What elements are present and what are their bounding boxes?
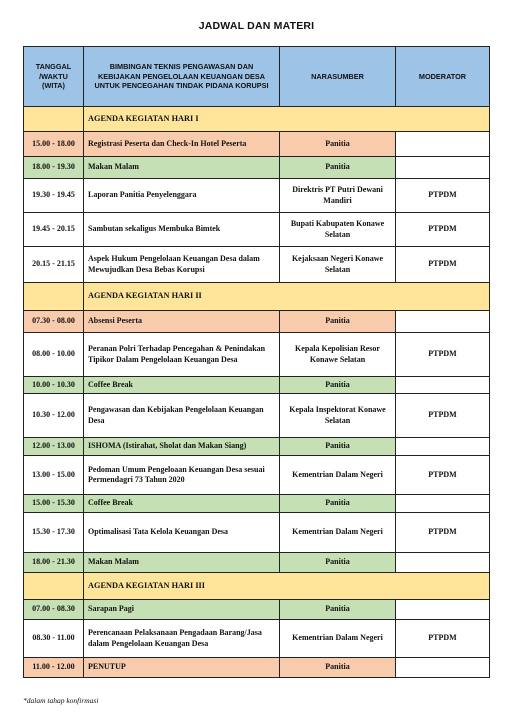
row-speaker: Kementrian Dalam Negeri [280, 620, 396, 658]
row-speaker: Panitia [280, 438, 396, 456]
row-topic: PENUTUP [84, 658, 280, 678]
agenda-day-1-label: AGENDA KEGIATAN HARI I [84, 107, 490, 132]
row-moderator: PTPDM [396, 333, 490, 377]
row-moderator: PTPDM [396, 620, 490, 658]
agenda-day-1 [24, 107, 490, 132]
header-moderator: MODERATOR [396, 47, 490, 107]
row-topic: Coffee Break [84, 377, 280, 394]
row-time: 07.30 - 08.00 [24, 311, 84, 333]
table-row [24, 600, 490, 620]
row-moderator: PTPDM [396, 394, 490, 438]
row-topic: Optimalisasi Tata Kelola Keuangan Desa [84, 513, 280, 553]
row-topic: Pengawasan dan Kebijakan Pengelolaan Keuangan Desa [84, 394, 280, 438]
row-time: 20.15 - 21.15 [24, 247, 84, 283]
row-speaker: Panitia [280, 132, 396, 157]
row-time: 19.45 - 20.15 [24, 213, 84, 247]
row-moderator: PTPDM [396, 213, 490, 247]
table-row [24, 394, 490, 438]
agenda-day-2-label: AGENDA KEGIATAN HARI II [84, 283, 490, 311]
row-speaker: Kepala Kepolisian Resor Konawe Selatan [280, 333, 396, 377]
schedule-table [23, 46, 490, 678]
row-topic: Makan Malam [84, 157, 280, 179]
table-row [24, 179, 490, 213]
row-topic: Registrasi Peserta dan Check-In Hotel Peserta [84, 132, 280, 157]
row-moderator [396, 553, 490, 573]
row-moderator: PTPDM [396, 513, 490, 553]
row-topic: Sarapan Pagi [84, 600, 280, 620]
row-time: 18.00 - 21.30 [24, 553, 84, 573]
table-row [24, 377, 490, 394]
row-time: 18.00 - 19.30 [24, 157, 84, 179]
row-moderator [396, 132, 490, 157]
row-moderator [396, 600, 490, 620]
row-moderator: PTPDM [396, 179, 490, 213]
table-row [24, 553, 490, 573]
row-moderator [396, 311, 490, 333]
table-row [24, 311, 490, 333]
row-time: 08.00 - 10.00 [24, 333, 84, 377]
row-time: 07.00 - 08.30 [24, 600, 84, 620]
row-topic: Coffee Break [84, 495, 280, 513]
table-row [24, 513, 490, 553]
row-time: 11.00 - 12.00 [24, 658, 84, 678]
row-speaker: Panitia [280, 553, 396, 573]
table-row [24, 213, 490, 247]
row-topic: ISHOMA (Istirahat, Sholat dan Makan Siang) [84, 438, 280, 456]
row-time: 15.00 - 18.00 [24, 132, 84, 157]
table-row [24, 456, 490, 495]
row-topic: Absensi Peserta [84, 311, 280, 333]
row-time: 08.30 - 11.00 [24, 620, 84, 658]
row-speaker: Panitia [280, 658, 396, 678]
header-speaker: NARASUMBER [280, 47, 396, 107]
row-moderator [396, 658, 490, 678]
table-header-row [24, 47, 490, 107]
row-speaker: Panitia [280, 600, 396, 620]
footnote: *dalam tahap konfirmasi [23, 696, 99, 705]
row-moderator [396, 495, 490, 513]
row-speaker: Kementrian Dalam Negeri [280, 456, 396, 495]
row-time: 13.00 - 15.00 [24, 456, 84, 495]
table-row [24, 247, 490, 283]
row-moderator [396, 438, 490, 456]
agenda-day-3 [24, 573, 490, 600]
row-topic: Perencanaan Pelaksanaan Pengadaan Barang/Jasa dalam Pengelolaan Keuangan Desa [84, 620, 280, 658]
row-topic: Makan Malam [84, 553, 280, 573]
row-speaker: Panitia [280, 495, 396, 513]
table-row [24, 620, 490, 658]
row-speaker: Kementrian Dalam Negeri [280, 513, 396, 553]
row-speaker: Direktris PT Putri Dewani Mandiri [280, 179, 396, 213]
row-speaker: Kepala Inspektorat Konawe Selatan [280, 394, 396, 438]
row-topic: Pedoman Umum Pengeloaan Keuangan Desa sesuai Permendagri 73 Tahun 2020 [84, 456, 280, 495]
row-speaker: Panitia [280, 311, 396, 333]
header-topic: BIMBINGAN TEKNIS PENGAWASAN DAN KEBIJAKAN PENGELOLAAN KEUANGAN DESA UNTUK PENCEGAHAN TINDAK PIDANA KORUPSI [84, 47, 280, 107]
row-time: 10.00 - 10.30 [24, 377, 84, 394]
row-topic: Laporan Panitia Penyelenggara [84, 179, 280, 213]
header-time: TANGGAL /WAKTU (WITA) [24, 47, 84, 107]
row-time: 15.00 - 15.30 [24, 495, 84, 513]
table-row [24, 157, 490, 179]
row-moderator: PTPDM [396, 247, 490, 283]
row-moderator [396, 377, 490, 394]
row-speaker: Bupati Kabupaten Konawe Selatan [280, 213, 396, 247]
row-speaker: Panitia [280, 157, 396, 179]
row-topic: Aspek Hukum Pengelolaan Keuangan Desa dalam Mewujudkan Desa Bebas Korupsi [84, 247, 280, 283]
table-row [24, 333, 490, 377]
row-time: 10.30 - 12.00 [24, 394, 84, 438]
row-time: 12.00 - 13.00 [24, 438, 84, 456]
document-title: JADWAL DAN MATERI [198, 20, 315, 32]
row-time: 19.30 - 19.45 [24, 179, 84, 213]
row-topic: Sambutan sekaligus Membuka Bimtek [84, 213, 280, 247]
table-row [24, 132, 490, 157]
row-speaker: Panitia [280, 377, 396, 394]
table-row [24, 438, 490, 456]
table-row [24, 495, 490, 513]
row-moderator: PTPDM [396, 456, 490, 495]
row-topic: Peranan Polri Terhadap Pencegahan & Penindakan Tipikor Dalam Pengelolaan Keuangan Desa [84, 333, 280, 377]
agenda-day-2 [24, 283, 490, 311]
row-speaker: Kejaksaan Negeri Konawe Selatan [280, 247, 396, 283]
agenda-day-3-label: AGENDA KEGIATAN HARI III [84, 573, 490, 600]
table-row [24, 658, 490, 678]
row-time: 15.30 - 17.30 [24, 513, 84, 553]
row-moderator [396, 157, 490, 179]
